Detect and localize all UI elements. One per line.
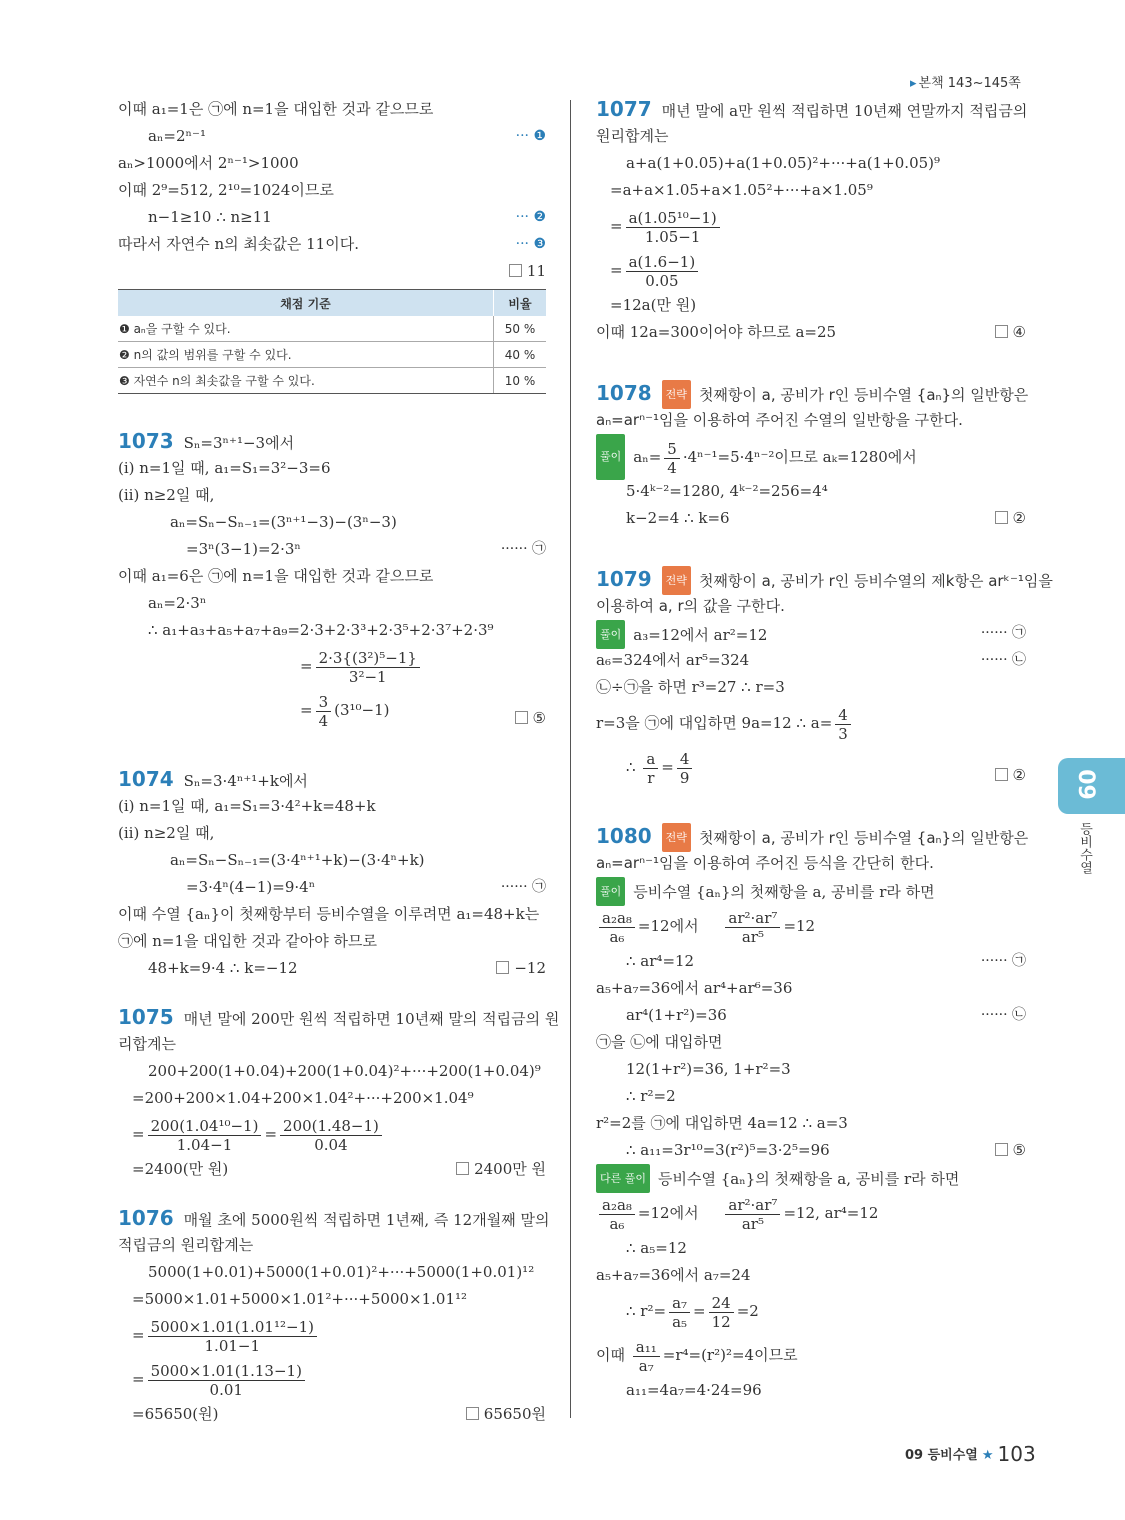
- text-line: ······ ㉡: [980, 652, 1026, 668]
- text-line: a₅: [672, 1312, 688, 1331]
- answer-box-icon: [995, 768, 1008, 781]
- text-line: =a+a×1.05+a×1.05²+···+a×1.05⁹: [610, 181, 873, 199]
- text-line: a₂a₈: [599, 909, 635, 928]
- answer-mark: [466, 1401, 546, 1428]
- text-line: 5000(1+0.01)+5000(1+0.01)²+···+5000(1+0.01)¹²: [148, 1263, 535, 1281]
- answer-box-icon: [995, 1143, 1008, 1156]
- text-line: [596, 1333, 1026, 1377]
- answer-box-icon: [496, 961, 509, 974]
- text-line: [596, 505, 1026, 532]
- text-line: 2·3{(3²)⁵−1}: [316, 649, 420, 668]
- answer-box-icon: [515, 711, 528, 724]
- grading-table: [118, 289, 546, 394]
- text-line: =: [693, 1302, 706, 1320]
- text-line: 이때: [596, 1346, 625, 1364]
- text-line: =12, ar⁴=12: [783, 1204, 879, 1222]
- fraction: [643, 750, 658, 787]
- answer-mark: [995, 753, 1026, 797]
- problem-number: 1080: [596, 824, 652, 848]
- text-line: [596, 407, 1026, 434]
- text-line: [118, 1031, 546, 1058]
- text-line: = $\frac{5000\times 1.01(1.13-1)}{0.01}$: [118, 1357, 546, 1401]
- text-line: 65650원: [483, 1405, 546, 1423]
- text-line: 이때 a₁=1은 ㉠에 n=1을 대입한 것과 같으므로: [118, 100, 434, 118]
- text-line: [596, 380, 1029, 407]
- right-column: [596, 96, 1053, 1404]
- text-line: ㉠에 n=1을 대입한 것과 같아야 하므로: [118, 932, 377, 950]
- problem-number: 1074: [118, 767, 174, 791]
- text-line: [596, 1164, 1026, 1191]
- text-line: =12에서: [637, 1204, 699, 1222]
- text-line: 24: [709, 1294, 734, 1313]
- text-line: [596, 1083, 1026, 1110]
- column-divider: [570, 100, 571, 1418]
- text-line: [596, 1191, 1026, 1235]
- text-line: ∴ r²=: [626, 1302, 667, 1320]
- text-line: 200(1.48−1): [280, 1117, 382, 1136]
- text-line: [596, 674, 1026, 701]
- text-line: 따라서 자연수 n의 최솟값은 11이다.: [118, 235, 359, 253]
- text-line: 1.04−1: [176, 1135, 233, 1154]
- problem-number: 1073: [118, 429, 174, 453]
- fraction: [280, 1117, 382, 1154]
- alternative-solution-tag: 다른 풀이: [596, 1164, 650, 1193]
- solution-1079: [596, 566, 1053, 789]
- text-line: a(1.05¹⁰−1): [626, 209, 720, 228]
- text-line: [596, 1262, 1026, 1289]
- text-line: 1.01−1: [204, 1336, 261, 1355]
- text-line: 5·4ᵏ⁻²=1280, 4ᵏ⁻²=256=4⁴: [626, 482, 828, 500]
- text-line: 3²−1: [348, 667, 387, 686]
- problem-number: 1079: [596, 567, 652, 591]
- table-row: ❶ aₙ을 구할 수 있다. 50 %: [118, 316, 546, 342]
- text-line: = $\frac{\text{a(1.05¹⁰−1)}}{1.05-1}$: [596, 204, 1026, 248]
- text-line: 첫째항이 a, 공비가 r인 등비수열 {aₙ}의 일반항은: [698, 386, 1029, 404]
- text-line: ······ ㉠: [500, 879, 546, 895]
- text-line: 이때 12a=300이어야 하므로 a=25: [596, 323, 837, 341]
- text-line: [596, 1110, 1026, 1137]
- text-line: 리합계는: [118, 1035, 176, 1053]
- text-line: [596, 123, 1026, 150]
- solution-1075: [118, 1004, 560, 1183]
- fraction: [669, 1294, 690, 1331]
- answer-box-icon: [995, 325, 1008, 338]
- text-line: a₅+a₇=36에서 ar⁴+ar⁶=36: [596, 979, 793, 997]
- text-line: [118, 928, 546, 955]
- text-line: =: [300, 657, 313, 675]
- answer-box-icon: [466, 1407, 479, 1420]
- text-line: ······ ㉡: [980, 1007, 1026, 1023]
- text-line: (ⅱ) n≥2일 때,: [118, 824, 215, 842]
- grade-header-ratio: 비율: [494, 290, 547, 317]
- text-line: [118, 428, 546, 455]
- text-line: ······ ㉠: [500, 541, 546, 557]
- text-line: Sₙ=3·4ⁿ⁺¹+k에서: [183, 772, 308, 790]
- text-line: ⑤: [1012, 1141, 1026, 1159]
- text-line: [118, 874, 546, 901]
- text-line: 200(1.04¹⁰−1): [148, 1117, 262, 1136]
- text-line: ar²·ar⁷: [725, 1196, 780, 1215]
- answer-mark: [995, 1137, 1026, 1164]
- text-line: ㉠을 ㉡에 대입하면: [596, 1033, 723, 1051]
- text-line: [596, 1289, 1026, 1333]
- text-line: 48+k=9·4 ∴ k=−12: [148, 959, 298, 977]
- text-line: 이용하여 a, r의 값을 구한다.: [596, 597, 785, 615]
- text-line: ∴: [626, 758, 636, 776]
- text-line: =3ⁿ(3−1)=2·3ⁿ: [186, 540, 301, 558]
- text-line: ar⁵: [741, 1214, 764, 1233]
- text-line: 매월 초에 5000원씩 적립하면 1년째, 즉 12개월째 말의: [183, 1211, 550, 1229]
- text-line: a₇: [669, 1294, 690, 1313]
- solution-1074: [118, 766, 546, 982]
- text-line: [118, 1205, 550, 1232]
- text-line: =2: [736, 1302, 759, 1320]
- text-line: 매년 말에 200만 원씩 적립하면 10년째 말의 적립금의 원: [183, 1010, 560, 1028]
- text-line: =12a(만 원): [610, 296, 697, 314]
- text-line: 4: [677, 750, 693, 769]
- problem-number: 1076: [118, 1206, 174, 1230]
- text-line: [596, 319, 1026, 346]
- solution-tag: 풀이: [596, 434, 625, 480]
- text-line: [118, 901, 546, 928]
- text-line: aₙ=2·3ⁿ: [148, 594, 207, 612]
- solution-1080: [596, 823, 1029, 1404]
- text-line: [596, 1056, 1026, 1083]
- text-line: aₙ=Sₙ−Sₙ₋₁=(3·4ⁿ⁺¹+k)−(3·4ⁿ+k): [170, 851, 425, 869]
- fraction: [599, 1196, 635, 1233]
- text-line: [118, 1259, 546, 1286]
- answer-box-icon: [995, 511, 1008, 524]
- solution-1078: [596, 380, 1029, 532]
- text-line: [118, 231, 546, 258]
- text-line: [118, 1156, 546, 1183]
- text-line: 등비수열 {aₙ}의 첫째항을 a, 공비를 r라 하면: [633, 883, 935, 901]
- text-line: [596, 1377, 1026, 1404]
- text-line: [596, 1002, 1026, 1029]
- star-icon: ★: [981, 1448, 994, 1463]
- strategy-tag: 전략: [662, 566, 691, 595]
- text-line: 매년 말에 a만 원씩 적립하면 10년째 연말까지 적립금의: [661, 102, 1028, 120]
- page-reference: ▸ 본책 143~145쪽: [910, 76, 1021, 91]
- fraction: [633, 1338, 660, 1375]
- text-line: 1.05−1: [644, 227, 701, 246]
- fraction: [148, 1117, 262, 1154]
- text-line: 첫째항이 a, 공비가 r인 등비수열의 제k항은 arᵏ⁻¹임을: [698, 572, 1053, 590]
- text-line: [118, 177, 546, 204]
- text-line: [118, 536, 546, 563]
- grade-header-criteria: 채점 기준: [118, 290, 494, 317]
- text-line: 3: [316, 693, 332, 712]
- text-line: 12(1+r²)=36, 1+r²=3: [626, 1060, 791, 1078]
- text-line: 12: [711, 1312, 731, 1331]
- text-line: [596, 478, 1026, 505]
- text-line: a(1.6−1): [626, 253, 699, 272]
- text-line: =5000×1.01+5000×1.01²+···+5000×1.01¹²: [132, 1290, 468, 1308]
- text-line: [596, 823, 1029, 850]
- text-line: 4: [667, 458, 677, 477]
- text-line: [596, 566, 1053, 593]
- fraction: [626, 209, 720, 246]
- text-line: [118, 96, 546, 123]
- text-line: =2400(만 원): [132, 1160, 229, 1178]
- text-line: =3·4ⁿ(4−1)=9·4ⁿ: [186, 878, 316, 896]
- text-line: 4: [318, 711, 329, 730]
- text-line: a+a(1+0.05)+a(1+0.05)²+···+a(1+0.05)⁹: [626, 154, 941, 172]
- text-line: (3¹⁰−1): [334, 701, 390, 719]
- text-line: [596, 1137, 1026, 1164]
- text-line: a₅+a₇=36에서 a₇=24: [596, 1266, 751, 1284]
- text-line: 이때 수열 {aₙ}이 첫째항부터 등비수열을 이루려면 a₁=48+k는: [118, 905, 540, 923]
- text-line: aₙ>1000에서 2ⁿ⁻¹>1000: [118, 154, 299, 172]
- text-line: (ⅰ) n=1일 때, a₁=S₁=3·4²+k=48+k: [118, 797, 376, 815]
- text-line: =r⁴=(r²)²=4이므로: [662, 1346, 798, 1364]
- fraction: [709, 1294, 734, 1331]
- text-line: 첫째항이 a, 공비가 r인 등비수열 {aₙ}의 일반항은: [698, 829, 1029, 847]
- page-number: 103: [997, 1442, 1036, 1466]
- text-line: ··· ❶: [515, 128, 546, 144]
- text-line: r²=2를 ㉠에 대입하면 4a=12 ∴ a=3: [596, 1114, 848, 1132]
- text-line: [118, 123, 546, 150]
- text-line: [596, 593, 1026, 620]
- text-line: ··· ❸: [515, 236, 546, 252]
- text-line: ∴ a₁+a₃+a₅+a₇+a₉=2·3+2·3³+2·3⁵+2·3⁷+2·3⁹: [148, 621, 494, 639]
- text-line: [596, 292, 1026, 319]
- text-line: [118, 590, 546, 617]
- text-line: aₙ=: [633, 448, 662, 466]
- fraction: [316, 693, 332, 730]
- text-line: ∴ ar⁴=12: [626, 952, 695, 970]
- text-line: (ⅱ) n≥2일 때,: [118, 486, 215, 504]
- text-line: 5000×1.01(1.13−1): [148, 1362, 305, 1381]
- text-line: ②: [1012, 766, 1026, 784]
- text-line: [118, 1232, 546, 1259]
- text-line: aₙ=Sₙ−Sₙ₋₁=(3ⁿ⁺¹−3)−(3ⁿ−3): [170, 513, 397, 531]
- text-line: ⑤: [532, 709, 546, 727]
- text-line: ar⁵: [741, 927, 764, 946]
- text-line: [118, 644, 546, 688]
- fraction: [148, 1362, 305, 1399]
- text-line: [596, 904, 1026, 948]
- text-line: =12에서: [637, 917, 699, 935]
- text-line: 3: [838, 724, 848, 743]
- answer-line: [118, 258, 546, 285]
- text-line: =12: [783, 917, 816, 935]
- text-line: [118, 1286, 546, 1313]
- text-line: a₆=324에서 ar⁵=324: [596, 651, 750, 669]
- text-line: = $\frac{a(1.6-1)}{0.05}$: [596, 248, 1026, 292]
- chapter-tab: 09: [1058, 758, 1125, 814]
- left-column: [118, 96, 560, 1428]
- fraction: [835, 706, 851, 743]
- text-line: [596, 647, 1026, 674]
- text-line: ar⁴(1+r²)=36: [626, 1006, 727, 1024]
- text-line: [118, 766, 546, 793]
- problem-number: 1078: [596, 381, 652, 405]
- text-line: [596, 850, 1026, 877]
- table-row: ❷ n의 값의 범위를 구할 수 있다. 40 %: [118, 342, 546, 368]
- text-line: 5000×1.01(1.01¹²−1): [148, 1318, 317, 1337]
- text-line: =200+200×1.04+200×1.04²+···+200×1.04⁹: [132, 1089, 474, 1107]
- text-line: =65650(원): [132, 1405, 219, 1423]
- text-line: 이때 a₁=6은 ㉠에 n=1을 대입한 것과 같으므로: [118, 567, 434, 585]
- text-line: [118, 820, 546, 847]
- text-line: n−1≥10 ∴ n≥11: [148, 208, 272, 226]
- text-line: [596, 1235, 1026, 1262]
- text-line: a₁₁=4a₇=4·24=96: [626, 1381, 762, 1399]
- text-line: [118, 847, 546, 874]
- text-line: =: [300, 701, 313, 719]
- text-line: ∴ a₅=12: [626, 1239, 687, 1257]
- text-line: [596, 434, 1026, 478]
- text-line: [118, 204, 546, 231]
- text-line: aₙ=arⁿ⁻¹임을 이용하여 주어진 수열의 일반항을 구한다.: [596, 411, 963, 429]
- answer-mark: [456, 1156, 546, 1183]
- solution-1073: [118, 428, 546, 732]
- chapter-side-label: 등비수열: [1077, 822, 1092, 874]
- text-line: ㉡÷㉠을 하면 r³=27 ∴ r=3: [596, 678, 785, 696]
- text-line: =: [661, 758, 674, 776]
- text-line: [118, 617, 546, 644]
- solution-1072-end: [118, 96, 546, 285]
- text-line: 등비수열 {aₙ}의 첫째항을 a, 공비를 r라 하면: [658, 1170, 960, 1188]
- text-line: a₇: [638, 1356, 654, 1375]
- text-line: = $\frac{\text{5000×1.01(1.01¹²−1)}}{1.01-1}$: [118, 1313, 546, 1357]
- text-line: [118, 1401, 546, 1428]
- text-line: a₁₁: [633, 1338, 660, 1357]
- solution-tag: 풀이: [596, 620, 625, 649]
- text-line: [118, 793, 546, 820]
- text-line: 0.04: [314, 1135, 348, 1154]
- text-line: ∴ a₁₁=3r¹⁰=3(r²)⁵=3·2⁵=96: [626, 1141, 830, 1159]
- text-line: 9: [679, 768, 690, 787]
- fraction: [677, 750, 693, 787]
- problem-number: 1075: [118, 1005, 174, 1029]
- text-line: [596, 948, 1026, 975]
- text-line: 2400만 원: [474, 1160, 546, 1178]
- table-row: ❸ 자연수 n의 최솟값을 구할 수 있다. 10 %: [118, 368, 546, 394]
- text-line: [118, 509, 546, 536]
- text-line: [118, 455, 546, 482]
- fraction: [626, 253, 699, 290]
- text-line: [596, 745, 1026, 789]
- answer-mark: [995, 319, 1026, 346]
- fraction: [725, 909, 780, 946]
- text-line: 200+200(1+0.04)+200(1+0.04)²+···+200(1+0.04)⁹: [148, 1062, 541, 1080]
- text-line: ··· ❷: [515, 209, 546, 225]
- text-line: [596, 877, 1026, 904]
- text-line: [596, 150, 1026, 177]
- answer-mark: [496, 955, 546, 982]
- text-line: r=3을 ㉠에 대입하면 9a=12 ∴ a=: [596, 714, 833, 732]
- text-line: [118, 1085, 546, 1112]
- text-line: [118, 482, 546, 509]
- answer-box-icon: [509, 264, 522, 277]
- answer-box-icon: [456, 1162, 469, 1175]
- strategy-tag: 전략: [662, 823, 691, 852]
- text-line: aₙ=arⁿ⁻¹임을 이용하여 주어진 등식을 간단히 한다.: [596, 854, 934, 872]
- text-line: k−2=4 ∴ k=6: [626, 509, 730, 527]
- fraction: [599, 909, 635, 946]
- answer-mark: [515, 696, 546, 740]
- text-line: ∴ r²=2: [626, 1087, 676, 1105]
- text-line: −12: [514, 959, 546, 977]
- text-line: [118, 1004, 560, 1031]
- text-line: [118, 563, 546, 590]
- text-line: a₃=12에서 ar²=12: [633, 626, 768, 644]
- text-line: [596, 975, 1026, 1002]
- text-line: [118, 688, 546, 732]
- text-line: [118, 955, 546, 982]
- text-line: ······ ㉠: [980, 625, 1026, 641]
- text-line: ·4ⁿ⁻¹=5·4ⁿ⁻²이므로 aₖ=1280에서: [682, 448, 917, 466]
- text-line: ④: [1012, 323, 1026, 341]
- text-line: a₂a₈: [599, 1196, 635, 1215]
- text-line: [596, 701, 1026, 745]
- text-line: a₆: [609, 927, 625, 946]
- text-line: [596, 1029, 1026, 1056]
- text-line: Sₙ=3ⁿ⁺¹−3에서: [183, 434, 295, 452]
- text-line: ar²·ar⁷: [725, 909, 780, 928]
- fraction: [725, 1196, 780, 1233]
- text-line: 11: [526, 262, 546, 280]
- text-line: ②: [1012, 509, 1026, 527]
- text-line: [596, 620, 1026, 647]
- text-line: [596, 177, 1026, 204]
- problem-number: 1077: [596, 97, 652, 121]
- text-line: 0.05: [645, 271, 679, 290]
- fraction: [664, 440, 680, 477]
- text-line: a: [643, 750, 658, 769]
- answer-mark: [995, 505, 1026, 532]
- text-line: 4: [835, 706, 851, 725]
- text-line: 이때 2⁹=512, 2¹⁰=1024이므로: [118, 181, 334, 199]
- text-line: [118, 1058, 546, 1085]
- strategy-tag: 전략: [662, 380, 691, 409]
- text-line: = $\frac{\text{200(1.04¹⁰−1)}}{1.04-1}$ = $\frac{200(1.48-1)}{0.04}$: [118, 1112, 546, 1156]
- fraction: [316, 649, 420, 686]
- page-footer: 09 등비수열 ★ 103: [905, 1442, 1036, 1466]
- text-line: 적립금의 원리합계는: [118, 1236, 254, 1254]
- solution-tag: 풀이: [596, 877, 625, 906]
- text-line: ······ ㉠: [980, 953, 1026, 969]
- text-line: 원리합계는: [596, 127, 669, 145]
- text-line: 5: [664, 440, 680, 459]
- solution-1077: [596, 96, 1026, 346]
- text-line: aₙ=2ⁿ⁻¹: [148, 127, 206, 145]
- text-line: [118, 150, 546, 177]
- text-line: a₆: [609, 1214, 625, 1233]
- text-line: [596, 96, 1026, 123]
- answer-mark: [509, 258, 546, 285]
- fraction: [148, 1318, 317, 1355]
- text-line: (ⅰ) n=1일 때, a₁=S₁=3²−3=6: [118, 459, 331, 477]
- solution-1076: [118, 1205, 550, 1428]
- text-line: 0.01: [209, 1380, 243, 1399]
- text-line: r: [647, 768, 655, 787]
